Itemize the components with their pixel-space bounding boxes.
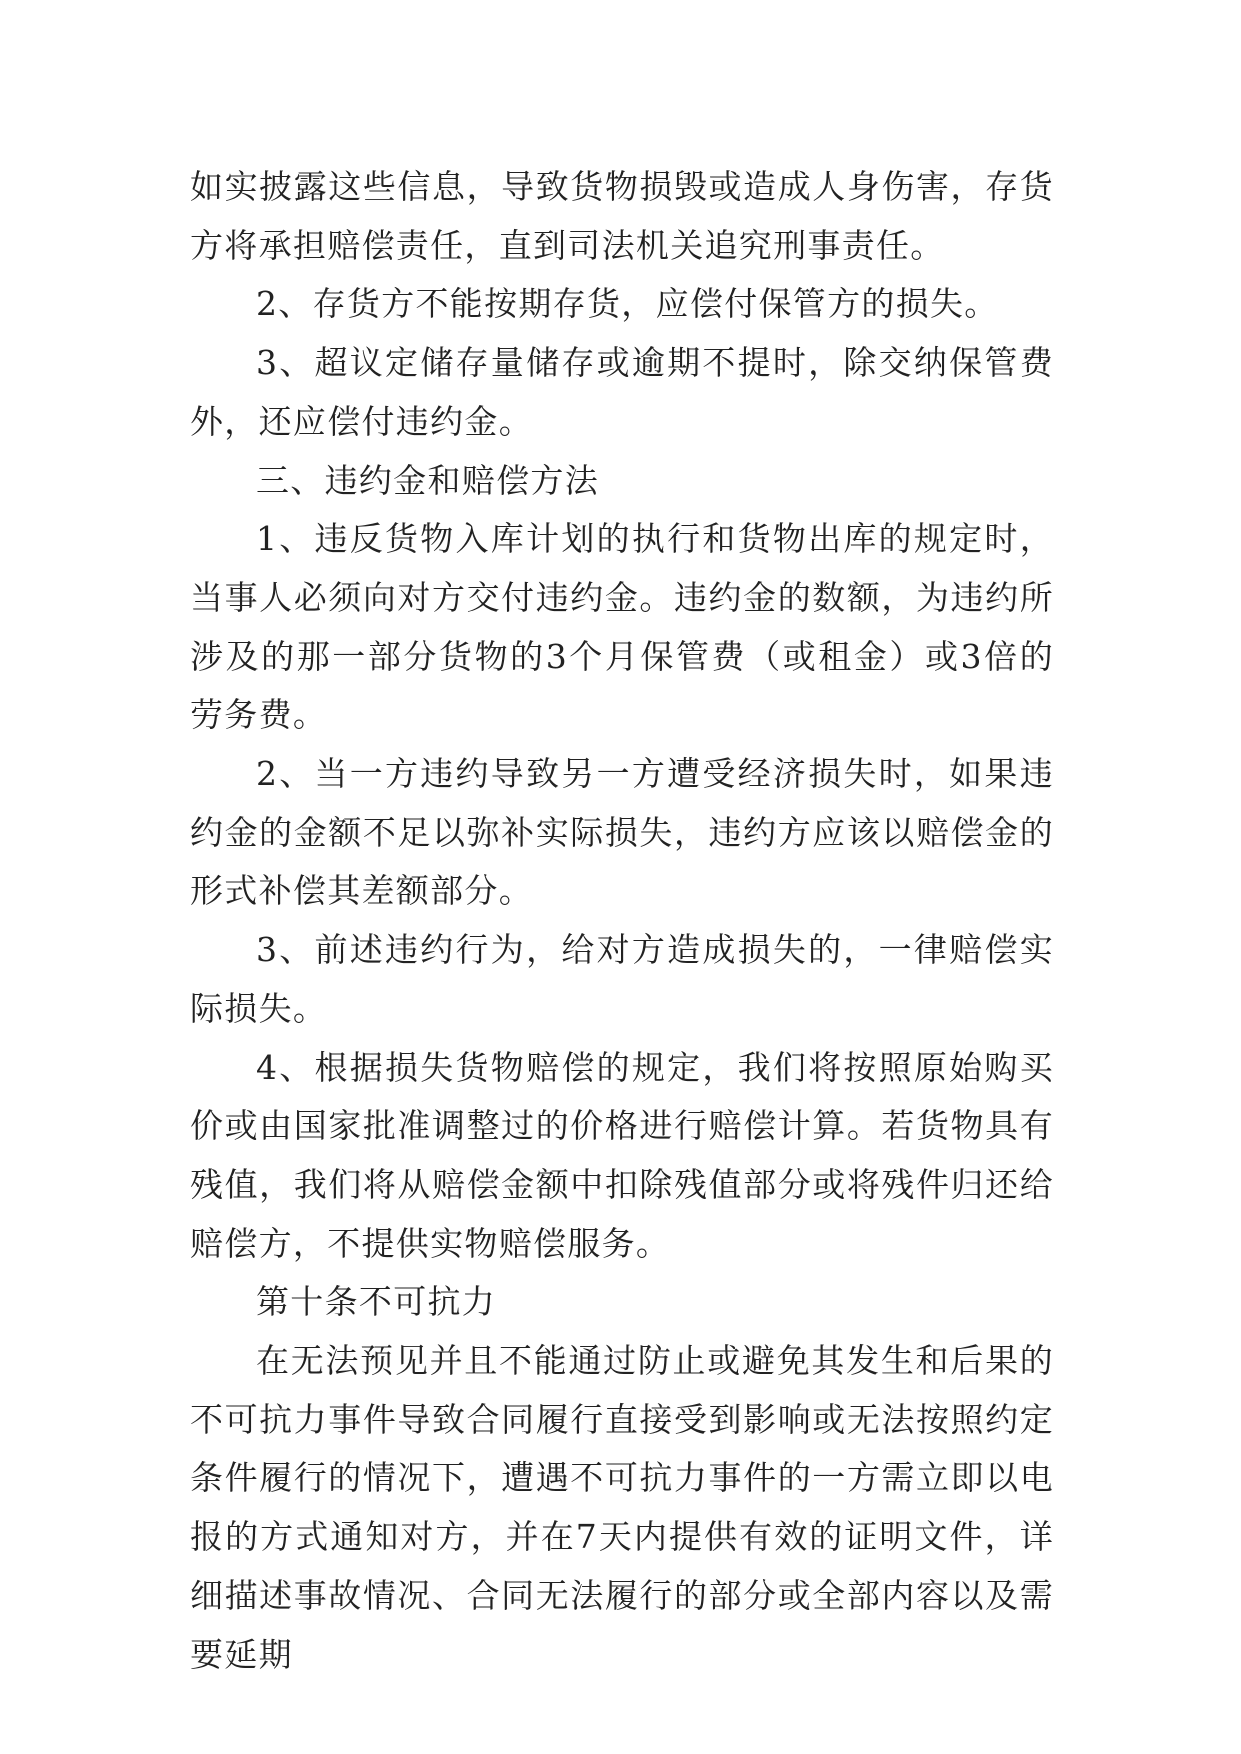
section-heading-penalty-compensation: 三、违约金和赔偿方法 xyxy=(256,460,599,500)
paragraph-penalty-item-4: 4、根据损失货物赔偿的规定，我们将按照原始购买价或由国家批准调整过的价格进行赔偿计算。若货物具有残值，我们将从赔偿金额中扣除残值部分或将残件归还给赔偿方，不提供实物赔偿服务。 xyxy=(190,1047,1054,1263)
paragraph-penalty-item-3: 3、前述违约行为，给对方造成损失的，一律赔偿实际损失。 xyxy=(190,930,1054,1028)
paragraph-penalty-item-1: 1、违反货物入库计划的执行和货物出库的规定时，当事人必须向对方交付违约金。违约金的数额，为违约所涉及的那一部分货物的3个月保管费（或租金）或3倍的劳务费。 xyxy=(190,519,1054,735)
paragraph-liability-continuation: 如实披露这些信息，导致货物损毁或造成人身伤害，存货方将承担赔偿责任，直到司法机关追究刑事责任。 xyxy=(190,167,1054,265)
document-body xyxy=(190,158,1054,1684)
paragraph-penalty-item-2: 2、当一方违约导致另一方遭受经济损失时，如果违约金的金额不足以弥补实际损失，违约方应该以赔偿金的形式补偿其差额部分。 xyxy=(190,754,1054,911)
article-heading-force-majeure: 第十条不可抗力 xyxy=(256,1282,497,1322)
paragraph-clause-3-over-storage: 3、超议定储存量储存或逾期不提时，除交纳保管费外，还应偿付违约金。 xyxy=(190,343,1054,441)
paragraph-clause-2-late-storage: 2、存货方不能按期存货，应偿付保管方的损失。 xyxy=(256,284,999,324)
paragraph-force-majeure-body: 在无法预见并且不能通过防止或避免其发生和后果的不可抗力事件导致合同履行直接受到影响或无法按照约定条件履行的情况下，遭遇不可抗力事件的一方需立即以电报的方式通知对方，并在7天内提供有效的证明文件，详细描述事故情况、合同无法履行的部分或全部内容以及需要延期 xyxy=(190,1341,1054,1674)
